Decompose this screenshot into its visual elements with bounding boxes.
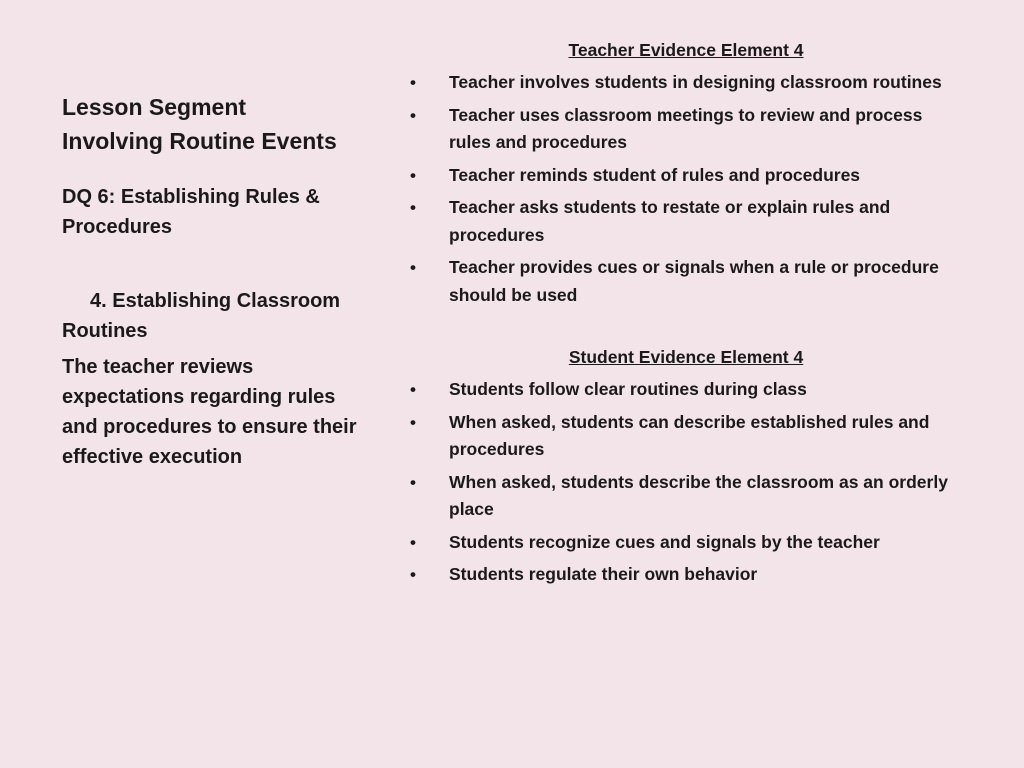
design-question-title <box>62 182 372 242</box>
design-question-title-line2: Procedures <box>62 216 173 238</box>
list-item <box>408 162 968 190</box>
teacher-evidence-list <box>408 69 968 309</box>
left-column <box>62 90 372 472</box>
list-item <box>408 529 968 557</box>
list-item-text: Teacher involves students in designing classroom routines <box>449 72 942 92</box>
bullet-icon: • <box>410 532 416 552</box>
bullet-icon: • <box>410 105 416 125</box>
list-item-text: Students recognize cues and signals by the teacher <box>449 531 880 552</box>
student-evidence-list <box>408 376 968 589</box>
element-title-line2: Routines <box>62 320 148 342</box>
list-item <box>408 469 968 524</box>
list-item-text: Teacher asks students to restate or explain rules and procedures <box>449 197 891 245</box>
list-item-text: Teacher uses classroom meetings to review and process rules and procedures <box>449 104 923 152</box>
bullet-icon: • <box>410 472 416 492</box>
bullet-icon: • <box>410 198 416 217</box>
list-item-text: Teacher reminds student of rules and procedures <box>449 164 861 185</box>
teacher-evidence-heading: Teacher Evidence Element 4 <box>568 40 804 60</box>
student-evidence-heading: Student Evidence Element 4 <box>568 347 804 367</box>
bullet-icon: • <box>410 565 416 584</box>
list-item <box>408 254 968 309</box>
element-title <box>62 286 372 346</box>
element-title-line1: 4. Establishing Classroom <box>90 290 341 312</box>
right-column <box>408 36 968 589</box>
bullet-icon: • <box>410 165 416 185</box>
list-item <box>408 409 968 464</box>
list-item <box>408 69 968 97</box>
element-description: The teacher reviews expectations regarding rules and procedures to ensure their effective execution <box>62 356 357 468</box>
bullet-icon: • <box>410 380 416 399</box>
bullet-icon: • <box>410 258 416 277</box>
list-item-text: Students regulate their own behavior <box>449 564 758 584</box>
list-item <box>408 561 968 589</box>
list-item <box>408 376 968 404</box>
bullet-icon: • <box>410 73 416 92</box>
lesson-segment-title <box>62 90 372 158</box>
list-item <box>408 194 968 249</box>
design-question-title-line1: DQ 6: Establishing Rules & <box>62 186 320 208</box>
bullet-icon: • <box>410 412 416 432</box>
list-item <box>408 102 968 157</box>
lesson-segment-title-line1: Lesson Segment <box>62 94 247 120</box>
list-item-text: Students follow clear routines during class <box>449 379 807 399</box>
list-item-text: Teacher provides cues or signals when a rule or procedure should be used <box>449 257 939 305</box>
lesson-segment-title-line2: Involving Routine Events <box>62 128 337 154</box>
list-item-text: When asked, students describe the classroom as an orderly place <box>449 471 948 519</box>
list-item-text: When asked, students can describe established rules and procedures <box>449 411 930 459</box>
